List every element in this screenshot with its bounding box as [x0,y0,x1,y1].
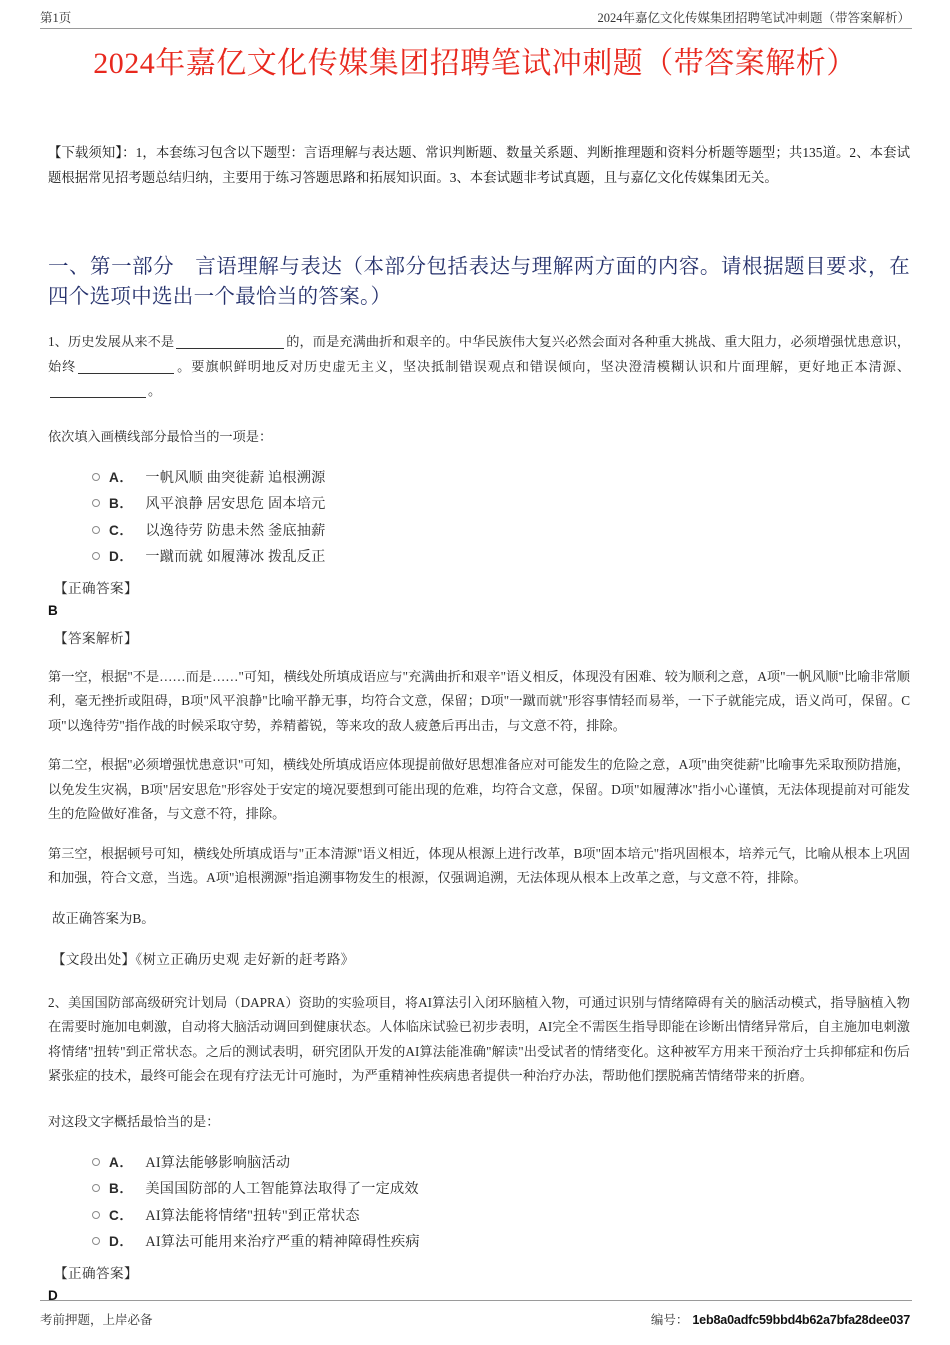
fill-blank-2 [78,373,174,374]
option-row[interactable] [92,544,910,571]
question-1-number: 1、 [48,334,68,349]
option-text: AI算法可能用来治疗严重的精神障碍性疾病 [145,1234,420,1250]
option-row[interactable] [92,465,910,492]
option-text: 一蹴而就 如履薄冰 拨乱反正 [145,549,326,565]
question-block-2 [48,991,910,1306]
option-text: 一帆风顺 曲突徙薪 追根溯源 [145,469,326,486]
question-2-number: 2、 [48,994,68,1010]
fill-blank-1 [176,348,284,349]
option-letter: D． [109,1234,134,1249]
footer-slogan: 考前押题，上岸必备 [40,1313,153,1327]
question-1-stem-part1: 历史发展从来不是 [67,334,175,349]
question-1-analysis-paragraph-1: 第一空，根据"不是……而是……"可知，横线处所填成语应与"充满曲折和艰辛"语义相反，体现没有困难、较为顺利之意，A项"一帆风顺"比喻非常顺利，毫无挫折或阻碍，B项"风平浪静"比喻平静无事，均符合文意，保留；D项"一蹴而就"形容事情轻而易举，一下子就能完成，语义尚可，保留。C项"以逸待劳"指作战的时候采取守势，养精蓄锐，等来攻的敌人疲惫后再出击，与文意不符，排除。 [48,668,910,733]
question-2-stem [48,991,910,1089]
radio-button-icon[interactable] [92,499,100,507]
page-title: 2024年嘉亿文化传媒集团招聘笔试冲刺题（带答案解析） [93,47,857,80]
option-row[interactable] [92,518,910,545]
footer-code-value: 1eb8a0adfc59bbd4b62a7bfa28dee037 [692,1313,910,1327]
question-1-analysis-paragraph-2: 第二空，根据"必须增强忧患意识"可知，横线处所填成语应体现提前做好思想准备应对可能发生的危险之意，A项"曲突徙薪"比喻事先采取预防措施，以免发生灾祸，B项"居安思危"形容处于安定的境况要想到可能出现的危难，均符合文意，保留。D项"如履薄冰"指小心谨慎，无法体现提前对可能发生的危险做好准备，与文意不符，排除。 [48,757,910,821]
question-1-answer-value: B [48,602,58,618]
question-1-source [52,949,910,971]
question-2-stem-text: 美国国防部高级研究计划局（DAPRA）资助的实验项目，将AI算法引入闭环脑植入物，可通过识别与情绪障碍有关的脑活动模式，指导脑植入物在需要时施加电刺激，自动将大脑活动调回到健康状态。人体临床试验已初步表明，AI完全不需医生指导即能在诊断出情绪异常后，自主施加电刺激将情绪"扭转"到正常状态。之后的测试表明，研究团队开发的AI算法能准确"解读"出受试者的情绪变化。这种被军方用来干预治疗士兵抑郁症和伤后紧张症的技术，最终可能会在现有疗法无计可施时，为严重精神性疾病患者提供一种治疗办法，帮助他们摆脱痛苦情绪带来的折磨。 [48,994,910,1083]
question-2-answer-label: 【正确答案】 [54,1265,138,1281]
running-footer [40,1310,910,1328]
option-row[interactable] [92,491,910,518]
download-notice: 【下载须知】：1，本套练习包含以下题型：言语理解与表达题、常识判断题、数量关系题、判断推理题和资料分析题等题型；共135道。2、本套试题根据常见招考题总结归纳，主要用于练习答题思路和拓展知识面。3、本套试题非考试真题，且与嘉亿文化传媒集团无关。 [48,145,910,185]
question-1-analysis-paragraph-3: 第三空，根据顿号可知，横线处所填成语与"正本清源"语义相近，体现从根源上进行改革，B项"固本培元"指巩固根本，培养元气，比喻从根本上巩固和加强，符合文意，当选。A项"追根溯源"指追溯事物发生的根源，仅强调追溯，无法体现从根本上改革之意，与文意不符，排除。 [48,845,910,885]
question-1-answer-label: 【正确答案】 [54,580,138,596]
option-letter: A． [109,469,134,485]
option-letter: D． [109,549,134,564]
question-1-prompt: 依次填入画横线部分最恰当的一项是： [48,428,273,444]
option-text: 风平浪静 居安思危 固本培元 [145,496,326,512]
footer-code-label: 编号： [650,1313,689,1327]
option-text: 以逸待劳 防患未然 釜底抽薪 [145,522,326,539]
question-1-options [92,465,910,571]
question-2-answer-value: D [48,1287,58,1303]
radio-button-icon[interactable] [92,1211,100,1219]
question-1-stem-part3: 。要旗帜鲜明地反对历史虚无主义，坚决抵制错误观点和错误倾向，坚决澄清模糊认识和片面理解，更好地正本清源、 [176,358,911,374]
question-1-stem [48,330,910,404]
radio-button-icon[interactable] [92,1158,100,1166]
radio-button-icon[interactable] [92,526,100,534]
question-2-prompt: 对这段文字概括最恰当的是： [48,1113,220,1129]
running-header-title: 2024年嘉亿文化传媒集团招聘笔试冲刺题（带答案解析） [597,11,910,25]
header-divider [40,28,912,29]
footer-code [651,1310,910,1328]
question-1-stem-part2: 的，而是充满曲折和艰辛的。中华民族伟大复兴必然会面对各种重大挑战、重大阻力，必须增强忧患意识，始终 [48,334,911,374]
footer-divider [40,1300,912,1301]
source-title: 《树立正确历史观 走好新的赶考路》 [135,951,355,967]
radio-button-icon[interactable] [92,552,100,560]
radio-button-icon[interactable] [92,1184,100,1192]
fill-blank-3 [50,397,146,398]
option-text: AI算法能够影响脑活动 [145,1154,291,1171]
option-text: AI算法能将情绪"扭转"到正常状态 [145,1207,360,1224]
section-heading: 一、第一部分 言语理解与表达（本部分包括表达与理解两方面的内容。请根据题目要求，在四个选项中选出一个最恰当的答案。） [48,256,910,308]
question-block-1 [48,330,910,971]
question-1-analysis-label: 【答案解析】 [54,630,138,646]
option-text: 美国国防部的人工智能算法取得了一定成效 [145,1181,419,1197]
option-letter: C． [109,1207,134,1223]
option-letter: C． [109,522,134,538]
radio-button-icon[interactable] [92,1237,100,1245]
source-label: 【文段出处】 [52,951,136,967]
question-1-stem-part4: 。 [148,383,162,398]
option-letter: B． [109,496,134,511]
document-body [48,140,910,1306]
question-1-conclusion: 故正确答案为B。 [52,910,155,926]
question-2-options [92,1150,910,1256]
option-letter: A． [109,1154,134,1170]
option-row[interactable] [92,1229,910,1256]
option-row[interactable] [92,1176,910,1203]
option-row[interactable] [92,1203,910,1230]
option-letter: B． [109,1181,134,1196]
page-number-label: 第1页 [40,11,72,25]
option-row[interactable] [92,1150,910,1177]
radio-button-icon[interactable] [92,473,100,481]
